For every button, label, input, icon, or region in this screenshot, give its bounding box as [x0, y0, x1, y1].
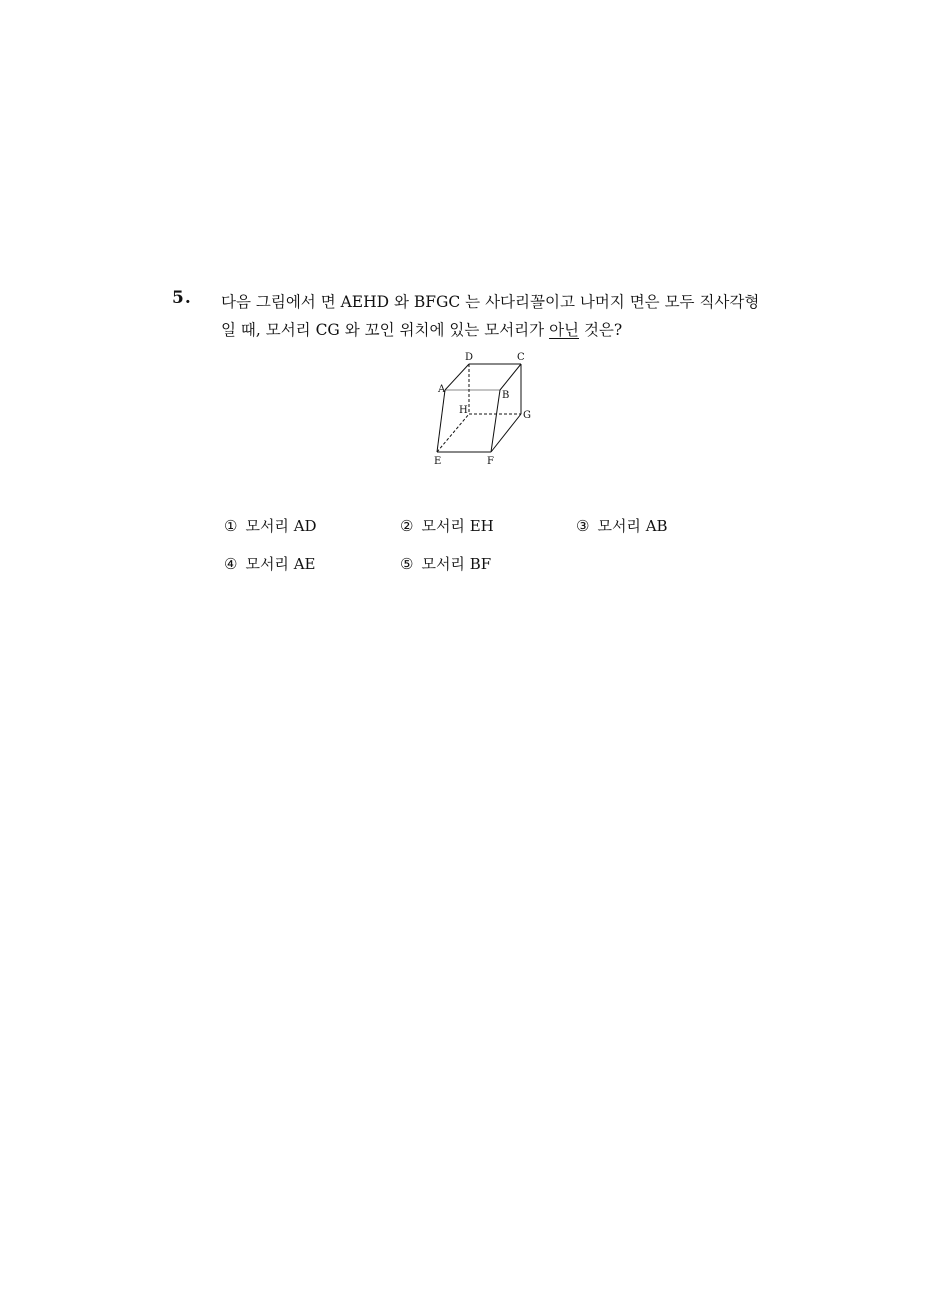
- edge-ae: [437, 390, 445, 452]
- choice-5-number: ⑤: [400, 555, 414, 573]
- vertex-label-e: E: [434, 456, 442, 467]
- prism-figure: [425, 348, 540, 468]
- choice-2-number: ②: [400, 517, 414, 535]
- choice-3-number: ③: [576, 517, 590, 535]
- vertex-label-c: C: [517, 352, 525, 363]
- vertex-label-f: F: [487, 456, 494, 467]
- choice-3[interactable]: [576, 515, 668, 536]
- question-text-line-1: 다음 그림에서 면 AEHD 와 BFGC 는 사다리꼴이고 나머지 면은 모두 직사각형: [221, 293, 760, 311]
- question-underlined-word: 아닌: [549, 321, 580, 339]
- choice-5-text: 모서리 BF: [421, 555, 492, 573]
- vertex-label-h: H: [459, 405, 468, 416]
- question-text-line-2-end: 것은?: [579, 321, 623, 339]
- vertex-label-g: G: [523, 410, 531, 421]
- choice-2[interactable]: [400, 515, 494, 536]
- edge-ad: [445, 364, 469, 390]
- choice-1-text: 모서리 AD: [245, 517, 317, 535]
- vertex-label-b: B: [502, 390, 510, 401]
- question-number: 5.: [172, 288, 192, 308]
- question-text-line-2: [221, 318, 622, 340]
- vertex-label-d: D: [465, 352, 474, 363]
- choice-4-number: ④: [224, 555, 238, 573]
- edge-bc: [500, 364, 521, 390]
- choice-5[interactable]: [400, 553, 491, 574]
- choice-1-number: ①: [224, 517, 238, 535]
- question-text-line-2-start: 일 때, 모서리 CG 와 꼬인 위치에 있는 모서리가: [221, 321, 550, 339]
- choice-4-text: 모서리 AE: [245, 555, 316, 573]
- choice-1[interactable]: [224, 515, 317, 536]
- choice-4[interactable]: [224, 553, 315, 574]
- edge-eh: [437, 414, 469, 452]
- choice-2-text: 모서리 EH: [421, 517, 494, 535]
- vertex-label-a: A: [438, 384, 446, 395]
- choice-3-text: 모서리 AB: [597, 517, 668, 535]
